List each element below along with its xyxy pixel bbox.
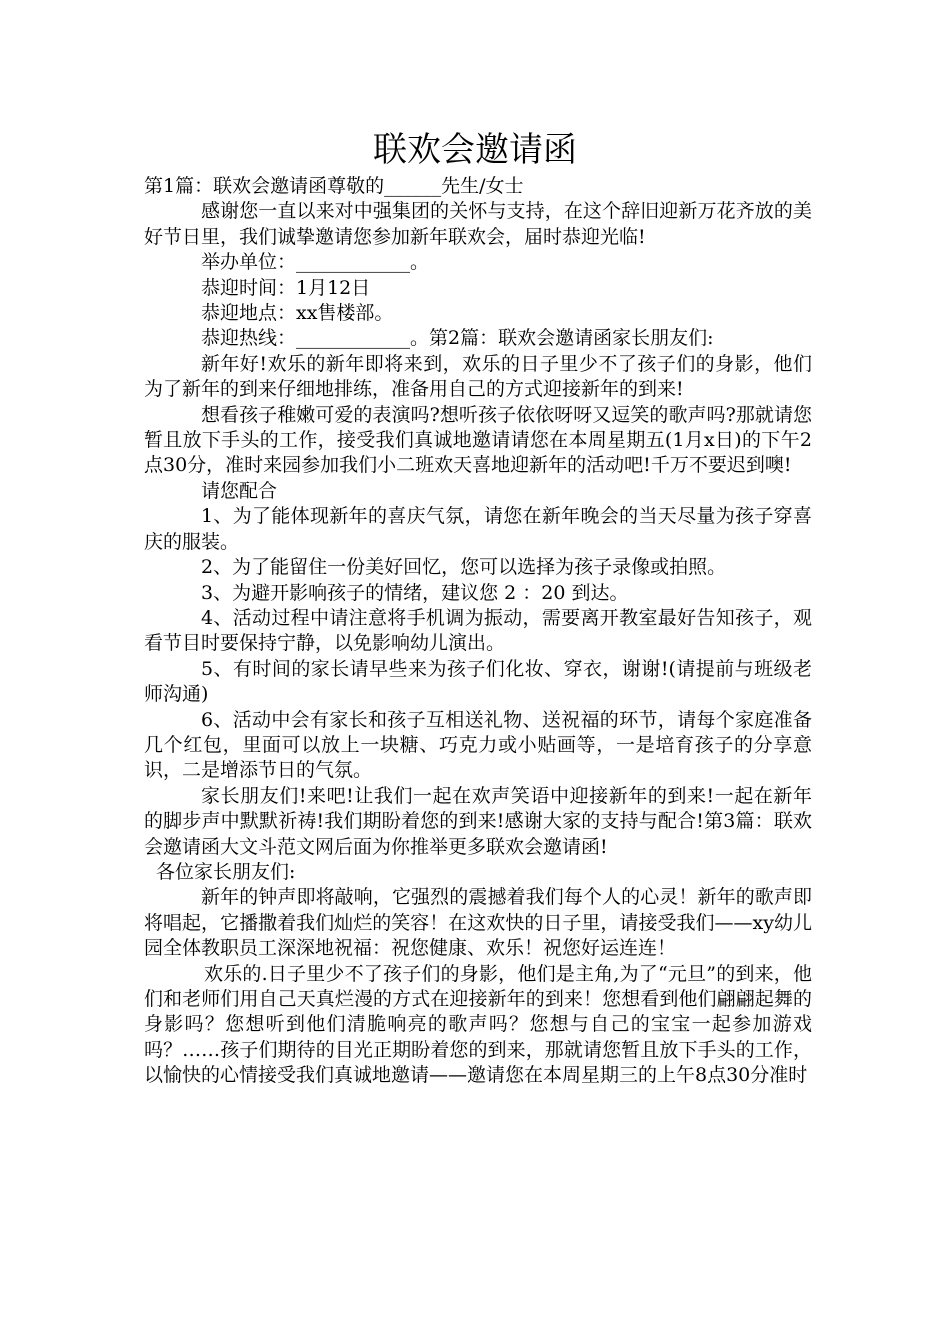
- paragraph-organizer: 举办单位：____________。: [201, 251, 430, 274]
- paragraph-location: 恭迎地点：xx售楼部。: [201, 302, 394, 325]
- paragraph-heading-1: 第1篇：联欢会邀请函尊敬的______先生/女士: [144, 175, 524, 197]
- paragraph: 新年的钟声即将敲响，它强烈的震撼着我们每个人的心灵！新年的歌声即将唱起，它播撒着我们灿烂的笑容！在这欢快的日子里，请接受我们——xy幼儿园全体教职员工深深地祝福：祝您健康、欢乐！祝您好运连连！: [144, 886, 812, 960]
- document-body: [144, 174, 812, 1089]
- paragraph: 家长朋友们!来吧!让我们一起在欢声笑语中迎接新年的到来!一起在新年的脚步声中默默祈祷!我们期盼着您的到来!感谢大家的支持与配合!第3篇：联欢会邀请函大文斗范文网后面为你推举更多联欢会邀请函!: [144, 784, 812, 858]
- paragraph-hotline: 恭迎热线：____________。第2篇：联欢会邀请函家长朋友们:: [201, 327, 714, 350]
- paragraph-time: 恭迎时间：1月12日: [201, 276, 371, 299]
- list-item: 6、活动中会有家长和孩子互相送礼物、送祝福的环节，请每个家庭准备几个红包，里面可以放上一块糖、巧克力或小贴画等，一是培育孩子的分享意识，二是增添节日的气氛。: [144, 708, 812, 782]
- paragraph: 请您配合: [201, 479, 278, 502]
- paragraph: 新年好!欢乐的新年即将来到，欢乐的日子里少不了孩子们的身影，他们为了新年的到来仔细地排练，准备用自己的方式迎接新年的到来!: [144, 352, 812, 401]
- list-item: 1、为了能体现新年的喜庆气氛，请您在新年晚会的当天尽量为孩子穿喜庆的服装。: [144, 505, 812, 553]
- paragraph: 想看孩子稚嫩可爱的表演吗?想听孩子依依呀呀又逗笑的歌声吗?那就请您暂且放下手头的工作，接受我们真诚地邀请请您在本周星期五(1月x日)的下午2点30分，准时来园参加我们小二班欢天喜地迎新年的活动吧!千万不要迟到噢!: [144, 403, 812, 477]
- list-item: 2、为了能留住一份美好回忆，您可以选择为孩子录像或拍照。: [201, 556, 727, 579]
- list-item: 3、为避开影响孩子的情绪，建议您 2 ：20 到达。: [201, 581, 629, 604]
- document-title: 联欢会邀请函: [373, 130, 577, 170]
- list-item: 5、有时间的家长请早些来为孩子们化妆、穿衣，谢谢!(请提前与班级老师沟通): [144, 657, 812, 706]
- paragraph-salutation: 各位家长朋友们:: [156, 860, 296, 883]
- paragraph: 欢乐的.日子里少不了孩子们的身影，他们是主角,为了“元旦”的到来，他们和老师们用自己天真烂漫的方式在迎接新年的到来！您想看到他们翩翩起舞的身影吗？您想听到他们清脆响亮的歌声吗？您想与自己的宝宝一起参加游戏吗？……孩子们期待的目光正期盼着您的到来，那就请您暂且放下手头的工作，以愉快的心情接受我们真诚地邀请——邀请您在本周星期三的上午8点30分准时: [144, 962, 812, 1087]
- paragraph: 感谢您一直以来对中强集团的关怀与支持，在这个辞旧迎新万花齐放的美好节日里，我们诚挚邀请您参加新年联欢会，届时恭迎光临!: [144, 200, 812, 248]
- list-item: 4、活动过程中请注意将手机调为振动，需要离开教室最好告知孩子，观看节目时要保持宁静，以免影响幼儿演出。: [144, 606, 812, 655]
